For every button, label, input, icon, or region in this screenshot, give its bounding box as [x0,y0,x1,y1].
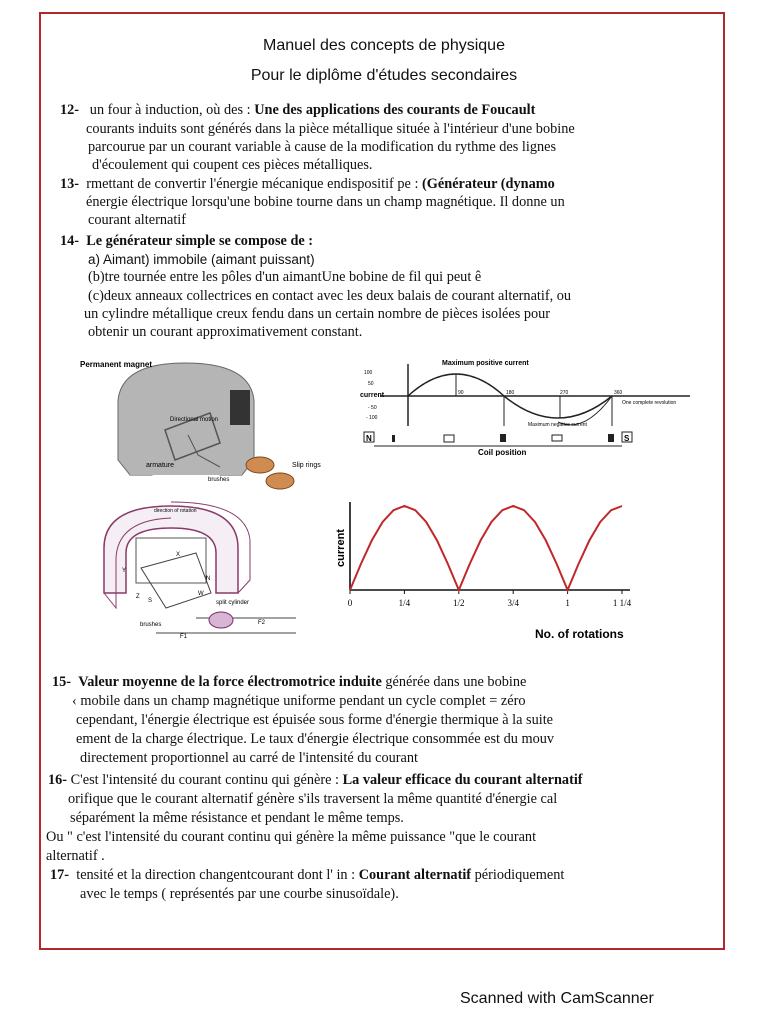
x-tick-label: 1 [565,598,570,608]
item-12-line-3: parcourue par un courant variable à cause de la modification du rythme des lignes [88,139,557,155]
label-one-revolution: One complete revolution [622,400,677,406]
label-armature: armature [146,462,175,469]
y-tick-minus-100: - 100 [366,415,378,421]
letter-x: X [176,552,181,558]
label-slip-rings: Slip rings [292,462,321,469]
x-axis-label: No. of rotations [535,627,624,641]
label-directional-motion: Directional motion [170,417,219,423]
item-16-line-5: alternatif . [46,848,105,864]
label-split-cylinder: split cylinder [216,600,250,606]
label-direction-of-rotation: direction of rotation [154,508,197,514]
item-16-line-4: Ou " c'est l'intensité du courant continu qui génère la même puissance "que le courant [46,829,537,845]
label-brushes: brushes [208,477,230,483]
label-permanent-magnet: Permanent magnet [80,360,153,369]
angle-180: 180 [506,390,515,396]
item-14-c1: (c)deux anneaux collectrices en contact avec les deux balais de courant alternatif, ou [88,288,572,304]
y-tick-100: 100 [364,370,373,376]
letter-f1: F1 [180,634,188,640]
item-12-line-4: d'écoulement qui coupent ces pièces métalliques. [92,157,373,173]
letter-y: Y [122,568,127,574]
x-tick-label: 1 1/4 [612,598,632,608]
item-15-line-4: ement de la charge électrique. Le taux d'énergie électrique consommée est du mouv [76,731,555,747]
letter-z: Z [136,594,140,600]
ac-current-graph [360,356,700,456]
label-max-negative: Maximum negative current [528,422,587,428]
item-14-title: 14- Le générateur simple se compose de : [60,233,314,249]
item-13-line-2: énergie électrique lorsqu'une bobine tourne dans un champ magnétique. Il donne un [86,194,565,210]
item-17-line-2: avec le temps ( représentés par une courbe sinusoïdale). [80,886,399,902]
y-axis-label: current [335,529,347,567]
item-13-line-1: 13- rmettant de convertir l'énergie mécanique endispositif pe : (Générateur (dynamo [60,176,555,192]
item-16-line-1: 16- C'est l'intensité du courant continu qui génère : La valeur efficace du courant alternatif [48,772,583,788]
angle-360: 360 [614,390,623,396]
dc-generator-diagram [86,498,316,648]
item-12-line-2: courants induits sont générés dans la pièce métallique située à l'intérieur d'une bobine [86,121,575,137]
item-14-a: a) Aimant) immobile (aimant puissant) [88,252,315,267]
item-14-b: (b)tre tournée entre les pôles d'un aimantUne bobine de fil qui peut ê [88,269,482,285]
angle-270: 270 [560,390,569,396]
y-label-current: current [360,392,385,399]
pole-s: S [624,434,630,443]
item-15-line-1: 15- Valeur moyenne de la force électromotrice induite générée dans une bobine [52,674,527,690]
item-16-line-2: orifique que le courant alternatif génère s'ils traversent la même quantité d'énergie cal [68,791,558,807]
x-tick-label: 0 [347,598,353,608]
angle-90: 90 [458,390,464,396]
letter-n: N [206,576,211,582]
label-brushes-dc: brushes [140,622,162,628]
x-tick-label: 3/4 [507,598,519,608]
rectified-current-chart [330,500,660,650]
item-14-c3: obtenir un courant approximativement constant. [88,324,363,340]
item-15-line-3: cependant, l'énergie électrique est épuisée sous forme d'énergie thermique à la suite [76,712,554,728]
item-12-line-1: 12- un four à induction, où des : Une des applications des courants de Foucault [60,102,536,118]
pole-n: N [366,434,372,443]
x-label-coil-position: Coil position [478,448,527,456]
y-tick-minus-50: - 50 [368,405,377,411]
series-line [350,506,622,590]
label-max-positive: Maximum positive current [442,360,529,367]
item-16-line-3: séparément la même résistance et pendant le même temps. [70,810,404,826]
page-subtitle: Pour le diplôme d'études secondaires [250,67,518,84]
y-tick-50: 50 [368,381,374,387]
item-15-line-5: directement proportionnel au carré de l'intensité du courant [80,750,419,766]
item-17-line-1: 17- tensité et la direction changentcourant dont l' in : Courant alternatif périodiquement [50,867,565,883]
x-tick-label: 1/2 [453,598,465,608]
item-13-line-3: courant alternatif [88,212,187,228]
letter-f2: F2 [258,620,266,626]
footer-watermark: Scanned with CamScanner [460,990,654,1007]
letter-s: S [148,598,153,604]
page-title: Manuel des concepts de physique [263,37,505,54]
letter-w: W [198,591,204,597]
item-14-c2: un cylindre métallique creux fendu dans un certain nombre de pièces isolées pour [84,306,551,322]
item-15-line-2: ‹ mobile dans un champ magnétique uniforme pendant un cycle complet = zéro [72,693,526,709]
x-tick-label: 1/4 [398,598,411,608]
ac-generator-diagram [70,355,340,495]
